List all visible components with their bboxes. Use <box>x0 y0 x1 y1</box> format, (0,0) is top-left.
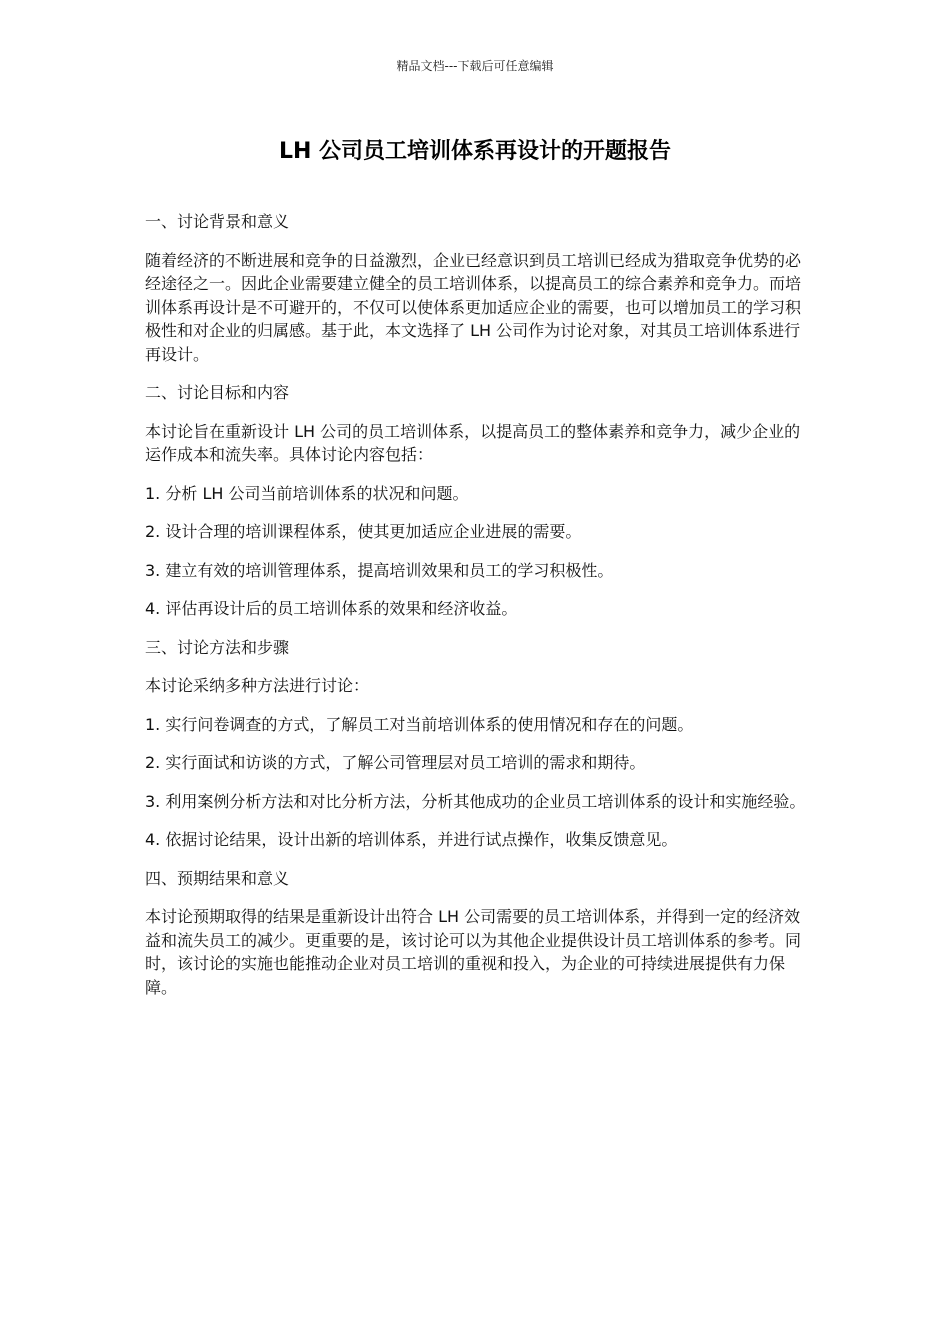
section-heading-background: 一、讨论背景和意义 <box>145 212 290 231</box>
list-item-method-1: 1. 实行问卷调查的方式，了解员工对当前培训体系的使用情况和存在的问题。 <box>145 714 694 734</box>
section-heading-methods: 三、讨论方法和步骤 <box>145 637 290 657</box>
section-heading-goals: 二、讨论目标和内容 <box>145 383 290 402</box>
list-item-goal-3: 3. 建立有效的培训管理体系，提高培训效果和员工的学习积极性。 <box>145 560 614 580</box>
page-header: 精品文档---下载后可任意编辑 <box>396 59 554 73</box>
section-heading-expected-results: 四、预期结果和意义 <box>145 868 290 888</box>
paragraph-methods-intro: 本讨论采纳多种方法进行讨论： <box>145 676 370 695</box>
paragraph-goals-intro: 本讨论旨在重新设计 LH 公司的员工培训体系，以提高员工的整体素养和竞争力，减少企业的运作成本和流失率。具体讨论内容包括： <box>145 421 801 464</box>
document-body <box>145 210 810 1014</box>
list-item-goal-2: 2. 设计合理的培训课程体系，使其更加适应企业进展的需要。 <box>145 522 582 541</box>
list-item-goal-4: 4. 评估再设计后的员工培训体系的效果和经济收益。 <box>145 599 518 618</box>
list-item-method-3: 3. 利用案例分析方法和对比分析方法，分析其他成功的企业员工培训体系的设计和实施经验。 <box>145 791 806 811</box>
list-item-method-2: 2. 实行面试和访谈的方式，了解公司管理层对员工培训的需求和期待。 <box>145 753 646 772</box>
list-item-goal-1: 1. 分析 LH 公司当前培训体系的状况和问题。 <box>145 483 469 503</box>
document-title: LH 公司员工培训体系再设计的开题报告 <box>278 139 672 164</box>
list-item-method-4: 4. 依据讨论结果，设计出新的培训体系，并进行试点操作，收集反馈意见。 <box>145 830 678 849</box>
paragraph-background: 随着经济的不断进展和竞争的日益激烈，企业已经意识到员工培训已经成为猎取竞争优势的必经途径之一。因此企业需要建立健全的员工培训体系，以提高员工的综合素养和竞争力。而培训体系再设计是不可避开的，不仅可以使体系更加适应企业的需要，也可以增加员工的学习积极性和对企业的归属感。基于此，本文选择了 LH 公司作为讨论对象，对其员工培训体系进行再设计。 <box>145 250 802 364</box>
paragraph-expected-results: 本讨论预期取得的结果是重新设计出符合 LH 公司需要的员工培训体系，并得到一定的经济效益和流失员工的减少。更重要的是，该讨论可以为其他企业提供设计员工培训体系的参考。同时，该讨论的实施也能推动企业对员工培训的重视和投入，为企业的可持续进展提供有力保障。 <box>145 907 802 997</box>
